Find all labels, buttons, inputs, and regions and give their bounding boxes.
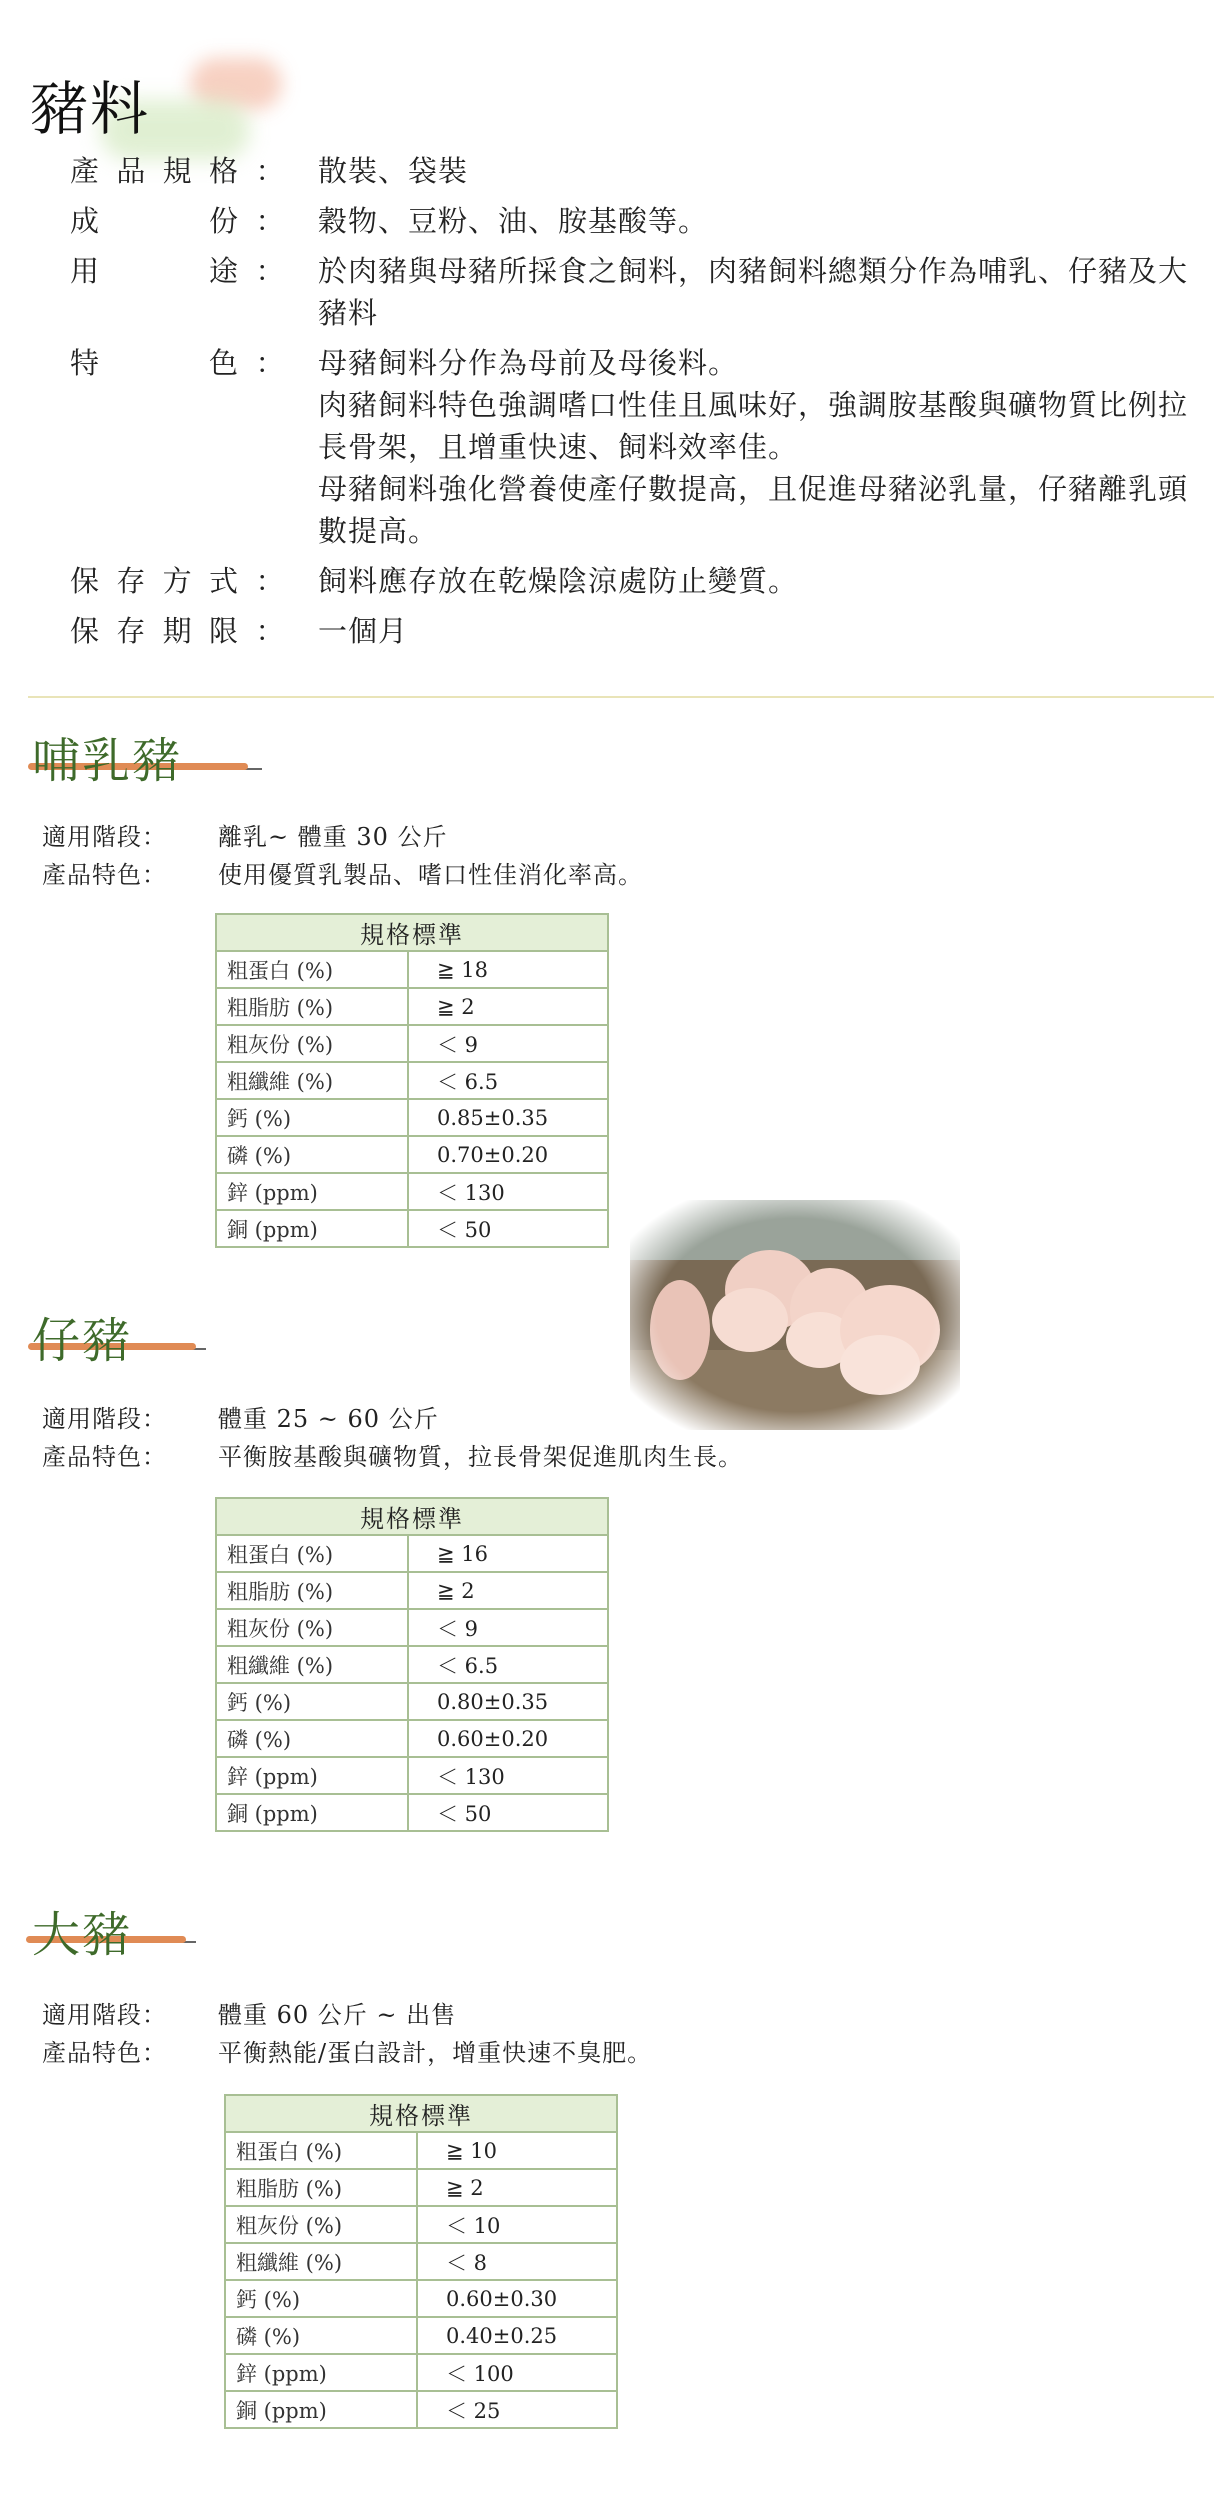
nutrient-value: 0.60±0.30 <box>417 2280 617 2317</box>
page-title: 豬料 <box>30 75 151 143</box>
nutrient-value: ＜ 8 <box>417 2243 617 2280</box>
spec-row <box>70 560 1210 602</box>
spec-table <box>215 913 609 1248</box>
spec-row <box>70 250 1210 334</box>
spec-value-line: 母豬飼料強化營養使產仔數提高，且促進母豬泌乳量，仔豬離乳頭數提高。 <box>318 472 1189 548</box>
nutrient-value: 0.85±0.35 <box>408 1099 608 1136</box>
section-title: 哺乳豬 <box>32 733 183 789</box>
nutrient-value: ＜ 6.5 <box>408 1646 608 1683</box>
table-header: 規格標準 <box>216 1498 608 1535</box>
product-spec-list <box>70 150 1210 660</box>
stage-label: 適用階段： <box>42 1405 167 1433</box>
feature-label: 產品特色： <box>42 2039 167 2067</box>
stage-value: 體重 60 公斤 ~ 出售 <box>218 2001 457 2029</box>
nutrient-name: 粗灰份 (%) <box>216 1025 408 1062</box>
spec-label: 產品規格 <box>70 154 240 188</box>
spec-label: 保存方式 <box>70 564 240 598</box>
section-info <box>42 818 643 894</box>
nutrient-name: 粗脂肪 (%) <box>225 2169 417 2206</box>
nutrient-value: 0.80±0.35 <box>408 1683 608 1720</box>
nutrient-value: 0.70±0.20 <box>408 1136 608 1173</box>
spec-value <box>300 610 1210 652</box>
nutrient-name: 粗蛋白 (%) <box>216 1535 408 1572</box>
nutrient-name: 粗蛋白 (%) <box>216 951 408 988</box>
table-row <box>225 2169 617 2206</box>
spec-row <box>70 200 1210 242</box>
spec-colon: ： <box>255 254 285 288</box>
nutrient-value: ＜ 130 <box>408 1757 608 1794</box>
section-info <box>42 1996 652 2072</box>
table-row <box>216 1794 608 1831</box>
table-row <box>225 2132 617 2169</box>
spec-value <box>300 150 1210 192</box>
table-row <box>216 1757 608 1794</box>
nutrient-name: 粗灰份 (%) <box>216 1609 408 1646</box>
table-header-row <box>216 914 608 951</box>
table-row <box>225 2354 617 2391</box>
feature-label: 產品特色： <box>42 1443 167 1471</box>
nutrient-value: ＜ 9 <box>408 1025 608 1062</box>
spec-label: 用途 <box>70 254 240 288</box>
nutrient-name: 粗脂肪 (%) <box>216 988 408 1025</box>
table-row <box>216 1720 608 1757</box>
table-row <box>225 2391 617 2428</box>
nutrient-name: 磷 (%) <box>216 1136 408 1173</box>
table-row <box>216 1173 608 1210</box>
spec-value-line: 肉豬飼料特色強調嗜口性佳且風味好，強調胺基酸與礦物質比例拉長骨架，且增重快速、飼料效率佳。 <box>318 388 1189 464</box>
nutrient-value: ＜ 10 <box>417 2206 617 2243</box>
feature-value: 使用優質乳製品、嗜口性佳消化率高。 <box>218 861 643 889</box>
table-row <box>225 2243 617 2280</box>
spec-value-line: 母豬飼料分作為母前及母後料。 <box>318 346 739 380</box>
spec-value-line: 於肉豬與母豬所採食之飼料，肉豬飼料總類分作為哺乳、仔豬及大豬料 <box>318 254 1189 330</box>
table-header-row <box>216 1498 608 1535</box>
spec-colon: ： <box>255 346 285 380</box>
spec-table <box>215 1497 609 1832</box>
nutrient-name: 粗纖維 (%) <box>225 2243 417 2280</box>
table-row <box>216 1609 608 1646</box>
nutrient-value: ＜ 6.5 <box>408 1062 608 1099</box>
stage-row <box>42 1400 743 1438</box>
table-row <box>216 1062 608 1099</box>
spec-row <box>70 342 1210 552</box>
table-row <box>225 2280 617 2317</box>
nutrient-value: ＜ 50 <box>408 1794 608 1831</box>
nutrient-name: 磷 (%) <box>216 1720 408 1757</box>
stage-label: 適用階段： <box>42 823 167 851</box>
table-row <box>216 951 608 988</box>
nutrient-value: 0.40±0.25 <box>417 2317 617 2354</box>
spec-value <box>300 560 1210 602</box>
nutrient-name: 粗灰份 (%) <box>225 2206 417 2243</box>
stage-label: 適用階段： <box>42 2001 167 2029</box>
nutrient-value: ≧ 18 <box>408 951 608 988</box>
nutrient-name: 銅 (ppm) <box>216 1794 408 1831</box>
table-header-row <box>225 2095 617 2132</box>
table-row <box>216 1646 608 1683</box>
spec-value-line: 穀物、豆粉、油、胺基酸等。 <box>318 204 709 238</box>
pigs-photo <box>630 1200 960 1430</box>
nutrient-name: 粗脂肪 (%) <box>216 1572 408 1609</box>
table-header: 規格標準 <box>216 914 608 951</box>
nutrient-value: ≧ 16 <box>408 1535 608 1572</box>
table-row <box>225 2206 617 2243</box>
nutrient-name: 鈣 (%) <box>216 1683 408 1720</box>
spec-value <box>300 200 1210 242</box>
nutrient-name: 磷 (%) <box>225 2317 417 2354</box>
stage-row <box>42 1996 652 2034</box>
table-row <box>216 1099 608 1136</box>
spec-value <box>300 250 1210 334</box>
nutrient-name: 鋅 (ppm) <box>216 1757 408 1794</box>
table-row <box>225 2317 617 2354</box>
nutrient-name: 粗蛋白 (%) <box>225 2132 417 2169</box>
spec-value-line: 散裝、袋裝 <box>318 154 469 188</box>
table-row <box>216 1572 608 1609</box>
divider <box>28 696 1214 698</box>
feature-value: 平衡熱能/蛋白設計，增重快速不臭肥。 <box>218 2039 653 2067</box>
spec-colon: ： <box>255 614 285 648</box>
section-title: 大豬 <box>32 1907 133 1963</box>
nutrient-name: 粗纖維 (%) <box>216 1646 408 1683</box>
nutrient-value: ＜ 25 <box>417 2391 617 2428</box>
stage-row <box>42 818 643 856</box>
feature-value: 平衡胺基酸與礦物質，拉長骨架促進肌肉生長。 <box>218 1443 743 1471</box>
table-row <box>216 1210 608 1247</box>
table-row <box>216 1136 608 1173</box>
nutrient-name: 鋅 (ppm) <box>225 2354 417 2391</box>
table-row <box>216 1535 608 1572</box>
table-header: 規格標準 <box>225 2095 617 2132</box>
section-info <box>42 1400 743 1476</box>
spec-row <box>70 150 1210 192</box>
nutrient-name: 銅 (ppm) <box>216 1210 408 1247</box>
spec-colon: ： <box>255 564 285 598</box>
stage-value: 離乳~ 體重 30 公斤 <box>218 823 448 851</box>
spec-value <box>300 342 1210 552</box>
spec-label: 特色 <box>70 346 240 380</box>
table-row <box>216 988 608 1025</box>
feature-row <box>42 2034 652 2072</box>
nutrient-value: ＜ 50 <box>408 1210 608 1247</box>
nutrient-value: ≧ 2 <box>408 1572 608 1609</box>
spec-value-line: 一個月 <box>318 614 409 648</box>
feature-label: 產品特色： <box>42 861 167 889</box>
nutrient-value: ≧ 2 <box>408 988 608 1025</box>
nutrient-value: ≧ 2 <box>417 2169 617 2206</box>
nutrient-name: 鋅 (ppm) <box>216 1173 408 1210</box>
spec-colon: ： <box>255 154 285 188</box>
nutrient-name: 銅 (ppm) <box>225 2391 417 2428</box>
nutrient-value: ≧ 10 <box>417 2132 617 2169</box>
nutrient-value: ＜ 130 <box>408 1173 608 1210</box>
table-row <box>216 1025 608 1062</box>
table-row <box>216 1683 608 1720</box>
spec-table <box>224 2094 618 2429</box>
spec-colon: ： <box>255 204 285 238</box>
nutrient-name: 鈣 (%) <box>225 2280 417 2317</box>
spec-label: 保存期限 <box>70 614 240 648</box>
section-title: 仔豬 <box>32 1313 133 1369</box>
feature-row <box>42 856 643 894</box>
spec-label: 成份 <box>70 204 240 238</box>
nutrient-name: 鈣 (%) <box>216 1099 408 1136</box>
nutrient-value: ＜ 100 <box>417 2354 617 2391</box>
nutrient-name: 粗纖維 (%) <box>216 1062 408 1099</box>
feature-row <box>42 1438 743 1476</box>
spec-value-line: 飼料應存放在乾燥陰涼處防止變質。 <box>318 564 799 598</box>
spec-row <box>70 610 1210 652</box>
nutrient-value: ＜ 9 <box>408 1609 608 1646</box>
stage-value: 體重 25 ~ 60 公斤 <box>218 1405 439 1433</box>
nutrient-value: 0.60±0.20 <box>408 1720 608 1757</box>
